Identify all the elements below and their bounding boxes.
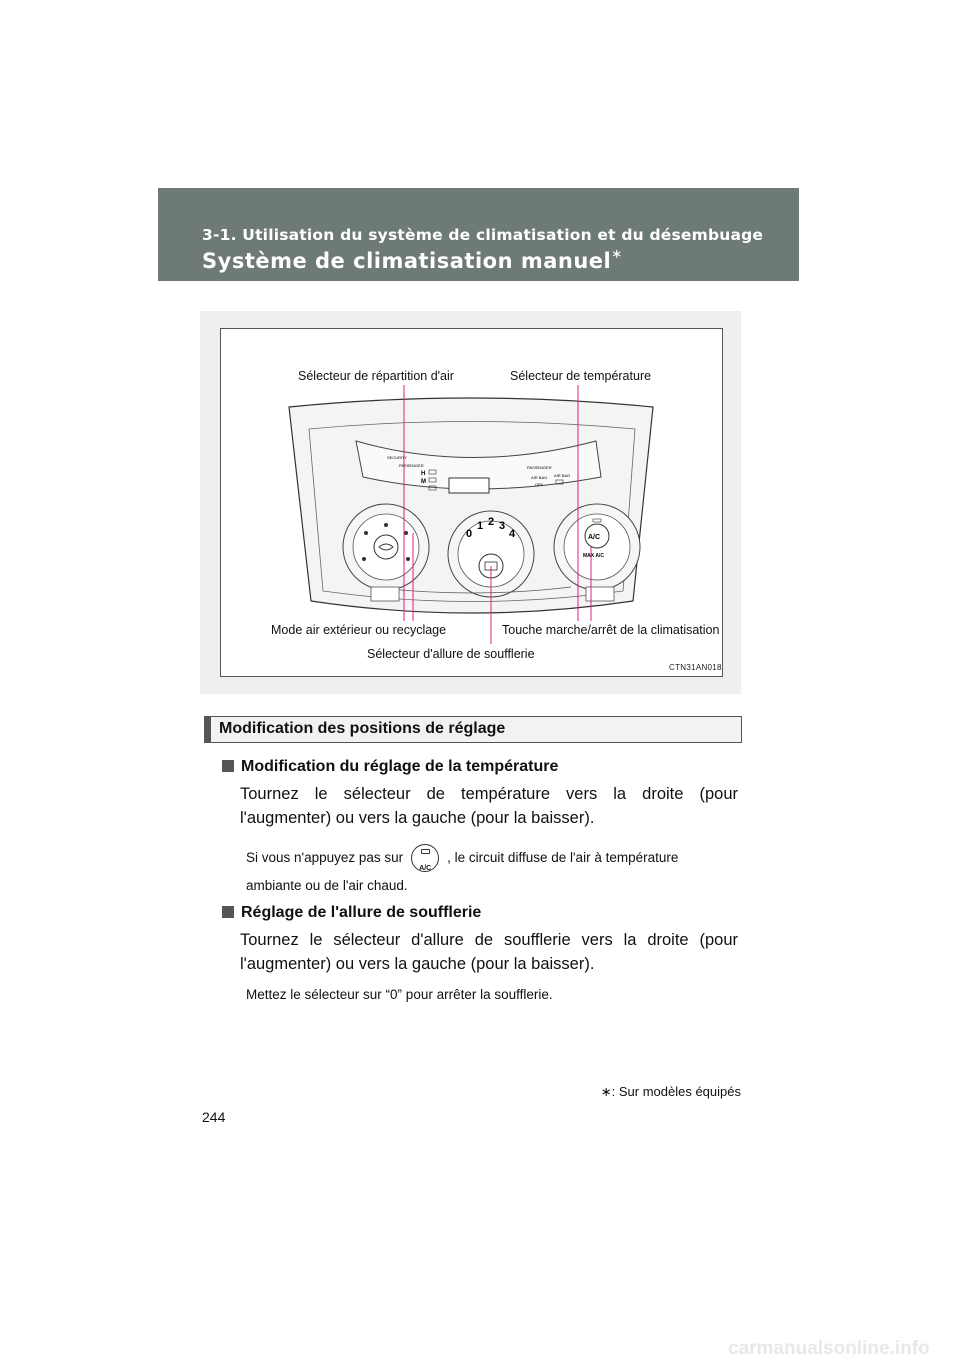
fan-number-3: 3 [499, 520, 506, 532]
subheading-bar [205, 717, 211, 742]
watermark-text: carmanualsonline.info [728, 1338, 930, 1358]
label-temperature: Sélecteur de température [510, 369, 652, 383]
section-title: 3-1. Utilisation du système de climatisation et du désembuage [202, 226, 764, 244]
panel-h-label: H [421, 471, 426, 477]
panel-air-bag-right-label: AIR BAG [554, 473, 571, 478]
page-title [202, 249, 623, 273]
bullet-square-icon [222, 760, 234, 772]
paragraph-temperature: Tournez le sélecteur de température vers la droite (pour l'augmenter) ou vers la gauche (pour la baisser). [240, 785, 738, 827]
note-fan-speed: Mettez le sélecteur sur “0” pour arrêter la soufflerie. [246, 987, 553, 1002]
note-after-text: , le circuit diffuse de l'air à température [447, 850, 679, 865]
heading-temperature-text: Modification du réglage de la température [241, 758, 559, 775]
footnote: ∗: Sur modèles équipés [600, 1084, 741, 1099]
heading-fan-speed [222, 904, 481, 922]
note-temperature-line1 [246, 844, 678, 872]
label-fan-speed: Sélecteur d'allure de soufflerie [367, 647, 535, 661]
title-footnote-mark: ∗ [611, 247, 623, 262]
note-before-text: Si vous n'appuyez pas sur [246, 850, 404, 865]
fan-number-1: 1 [477, 520, 484, 532]
max-ac-label: MAX A/C [583, 553, 604, 559]
heading-fan-speed-text: Réglage de l'allure de soufflerie [241, 904, 482, 921]
panel-security-label: SECURITY [387, 455, 408, 460]
page-title-text: Système de climatisation manuel [202, 249, 612, 273]
ac-button-icon [411, 844, 439, 872]
ac-icon-label: A/C [419, 865, 432, 873]
label-air-distribution: Sélecteur de répartition d'air [298, 369, 454, 383]
fan-number-2: 2 [488, 516, 495, 528]
figure-code: CTN31AN018 [669, 663, 722, 672]
note-temperature-line2: ambiante ou de l'air chaud. [246, 878, 408, 893]
fan-number-4: 4 [509, 528, 516, 540]
watermark [0, 1338, 960, 1358]
ac-knob-label: A/C [588, 534, 601, 541]
panel-passenger-right-label: PASSENGER [527, 465, 552, 470]
subheading-text: Modification des positions de réglage [219, 720, 506, 737]
panel-off-label: OFF [535, 482, 543, 487]
label-outside-recirc: Mode air extérieur ou recyclage [271, 623, 447, 637]
chapter-header [158, 188, 799, 281]
bullet-square-icon [222, 906, 234, 918]
paragraph-fan-speed: Tournez le sélecteur d'allure de soufflerie vers la droite (pour l'augmenter) ou vers la gauche (pour la baisser). [240, 931, 738, 973]
fan-number-0: 0 [466, 528, 473, 540]
panel-passenger-left-label: PASSENGER [399, 463, 424, 468]
ac-indicator-icon [421, 849, 430, 854]
figure-frame [220, 328, 723, 677]
climate-panel-figure [200, 311, 741, 694]
heading-temperature [222, 758, 558, 776]
label-ac-button: Touche marche/arrêt de la climatisation [502, 623, 720, 637]
panel-m-label: M [421, 479, 426, 485]
subheading-box [204, 716, 742, 743]
panel-air-bag-left-label: AIR BAG [531, 475, 548, 480]
page-number: 244 [202, 1109, 226, 1125]
